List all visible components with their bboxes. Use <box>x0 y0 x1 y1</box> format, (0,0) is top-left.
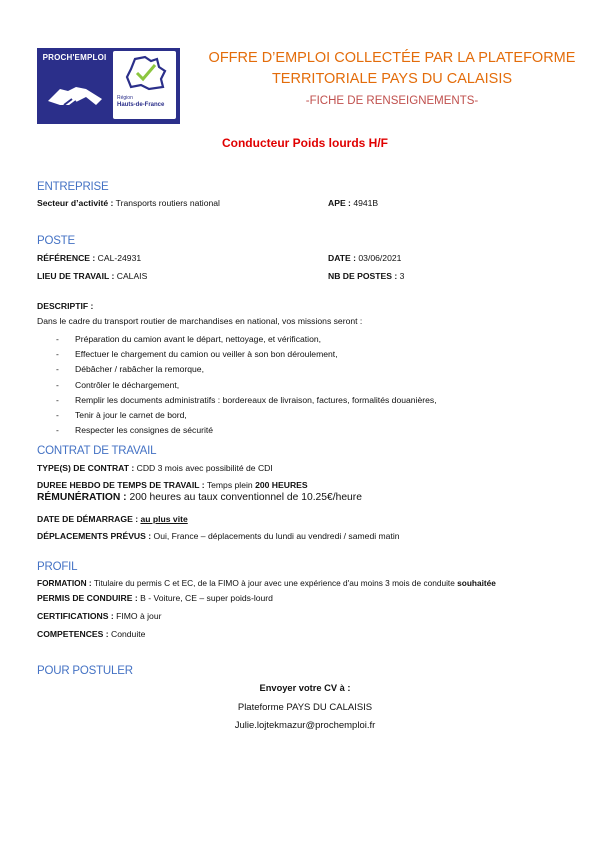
descriptif-intro: Dans le cadre du transport routier de marchandises en national, vos missions seront : <box>37 316 363 326</box>
list-item <box>37 423 437 438</box>
duree-hours: 200 HEURES <box>255 480 308 490</box>
type-contrat-value: CDD 3 mois avec possibilité de CDI <box>136 463 273 473</box>
section-heading-entreprise: ENTREPRISE <box>37 181 109 193</box>
title-line-1: OFFRE D’EMPLOI COLLECTÉE PAR LA PLATEFORME <box>208 50 576 66</box>
lieu-label: LIEU DE TRAVAIL : <box>37 271 115 281</box>
competences-value: Conduite <box>111 629 146 639</box>
list-item <box>37 393 437 408</box>
mission-text: Contrôler le déchargement, <box>75 379 180 390</box>
permis-label: PERMIS DE CONDUIRE : <box>37 593 138 603</box>
demarrage-value: au plus vite <box>140 514 188 524</box>
date-row <box>328 253 401 263</box>
nb-postes-row <box>328 271 404 281</box>
ape-value: 4941B <box>353 198 379 208</box>
region-logo <box>113 51 176 119</box>
permis-row <box>37 593 273 603</box>
title-line-2: TERRITORIALE PAYS DU CALAISIS <box>271 71 513 87</box>
lieu-row <box>37 271 147 281</box>
reference-label: RÉFÉRENCE : <box>37 253 96 263</box>
region-label: Région <box>117 95 133 101</box>
formation-emphasis: souhaitée <box>457 578 496 588</box>
prochemploi-logo <box>37 48 180 124</box>
mission-text: Débâcher / rabâcher la remorque, <box>75 364 204 375</box>
descriptif-label <box>37 301 93 311</box>
job-title: Conducteur Poids lourds H/F <box>221 136 388 150</box>
certifications-value: FIMO à jour <box>116 611 162 621</box>
mission-text: Tenir à jour le carnet de bord, <box>75 409 187 420</box>
type-contrat-row <box>37 463 273 473</box>
nb-postes-value: 3 <box>399 271 405 281</box>
reference-row <box>37 253 141 263</box>
remuneration-label: RÉMUNÉRATION : <box>37 492 127 503</box>
page-title <box>205 48 579 90</box>
deplacements-row <box>37 531 400 541</box>
list-item <box>37 408 437 423</box>
handshake-icon <box>46 71 104 115</box>
dash-bullet: - <box>56 394 59 405</box>
section-heading-profil: PROFIL <box>37 561 78 573</box>
demarrage-label: DATE DE DÉMARRAGE : <box>37 514 139 524</box>
list-item <box>37 378 437 393</box>
deplacements-value: Oui, France – déplacements du lundi au vendredi / samedi matin <box>153 531 400 541</box>
section-heading-poste: POSTE <box>37 235 75 247</box>
formation-value: Titulaire du permis C et EC, de la FIMO à jour avec une expérience d'au moins 3 mois de conduite <box>93 578 455 588</box>
dash-bullet: - <box>56 379 59 390</box>
formation-label: FORMATION : <box>37 578 92 588</box>
demarrage-row <box>37 514 188 524</box>
permis-value: B - Voiture, CE – super poids-lourd <box>140 593 273 603</box>
dash-bullet: - <box>56 349 59 360</box>
missions-list <box>37 332 437 438</box>
logo-brand-text: PROCH'EMPLOI <box>42 53 107 62</box>
type-contrat-label: TYPE(S) DE CONTRAT : <box>37 463 135 473</box>
formation-row <box>37 578 496 588</box>
dash-bullet: - <box>56 409 59 420</box>
competences-row <box>37 629 145 639</box>
deplacements-label: DÉPLACEMENTS PRÉVUS : <box>37 531 152 541</box>
duree-value: Temps plein <box>206 480 253 490</box>
region-map-icon <box>123 55 167 91</box>
dash-bullet: - <box>56 425 59 436</box>
secteur-row <box>37 198 220 208</box>
date-label: DATE : <box>328 253 357 263</box>
list-item <box>37 332 437 347</box>
region-name: Hauts-de-France <box>117 102 165 108</box>
remuneration-row <box>37 492 362 503</box>
page-subtitle: -FICHE DE RENSEIGNEMENTS- <box>305 95 479 107</box>
ape-row <box>328 198 378 208</box>
duree-row <box>37 480 308 490</box>
dash-bullet: - <box>56 364 59 375</box>
mission-text: Préparation du camion avant le départ, nettoyage, et vérification, <box>75 334 322 344</box>
mission-text: Effectuer le chargement du camion ou veiller à son bon déroulement, <box>75 349 338 360</box>
lieu-value: CALAIS <box>116 271 148 281</box>
descriptif-label-text: DESCRIPTIF : <box>37 301 94 311</box>
ape-label: APE : <box>328 198 351 208</box>
certifications-row <box>37 611 161 621</box>
secteur-value: Transports routiers national <box>115 198 220 208</box>
duree-label: DUREE HEBDO DE TEMPS DE TRAVAIL : <box>37 480 205 490</box>
mission-text: Remplir les documents administratifs : bordereaux de livraison, factures, formalités douanières, <box>75 394 437 405</box>
nb-postes-label: NB DE POSTES : <box>328 271 398 281</box>
mission-text: Respecter les consignes de sécurité <box>75 425 214 436</box>
remuneration-value: 200 heures au taux conventionnel de 10.25€/heure <box>129 492 362 503</box>
send-cv-label: Envoyer votre CV à : <box>259 683 351 693</box>
contact-email[interactable]: Julie.lojtekmazur@prochemploi.fr <box>234 720 376 731</box>
section-heading-postuler: POUR POSTULER <box>37 665 133 677</box>
reference-value: CAL-24931 <box>97 253 142 263</box>
dash-bullet: - <box>56 334 59 344</box>
section-heading-contrat: CONTRAT DE TRAVAIL <box>37 445 157 457</box>
secteur-label: Secteur d’activité : <box>37 198 114 208</box>
list-item <box>37 362 437 377</box>
platform-name: Plateforme PAYS DU CALAISIS <box>237 702 373 713</box>
list-item <box>37 347 437 362</box>
competences-label: COMPETENCES : <box>37 629 109 639</box>
date-value: 03/06/2021 <box>358 253 402 263</box>
certifications-label: CERTIFICATIONS : <box>37 611 114 621</box>
